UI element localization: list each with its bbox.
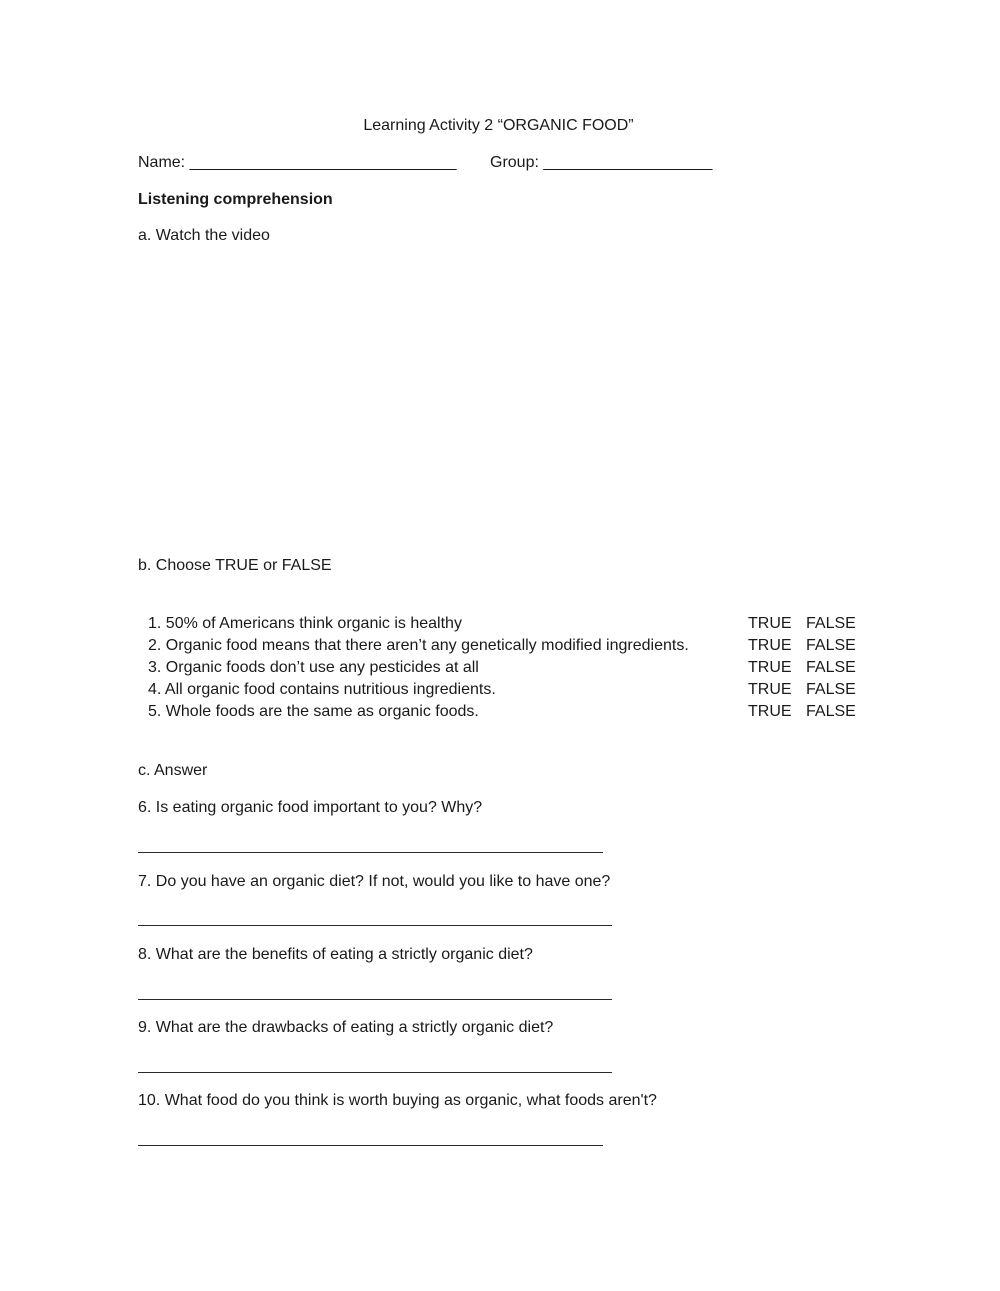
false-option[interactable]: FALSE — [806, 703, 856, 720]
false-option[interactable]: FALSE — [806, 681, 856, 698]
group-field[interactable]: Group: ___________________ — [490, 154, 713, 171]
statement-text: 4. All organic food contains nutritious ingredients. — [148, 681, 496, 698]
section-a-label: a. Watch the video — [138, 227, 270, 244]
statement-text: 5. Whole foods are the same as organic foods. — [148, 703, 479, 720]
answer-line[interactable] — [138, 999, 612, 1000]
statement-text: 3. Organic foods don’t use any pesticides at all — [148, 659, 479, 676]
true-option[interactable]: TRUE — [748, 637, 792, 654]
false-option[interactable]: FALSE — [806, 615, 856, 632]
listening-heading: Listening comprehension — [138, 191, 333, 208]
true-option[interactable]: TRUE — [748, 659, 792, 676]
answer-line[interactable] — [138, 925, 612, 926]
answer-line[interactable] — [138, 1145, 603, 1146]
question-text: 7. Do you have an organic diet? If not, would you like to have one? — [138, 873, 611, 890]
true-option[interactable]: TRUE — [748, 681, 792, 698]
false-option[interactable]: FALSE — [806, 637, 856, 654]
answer-line[interactable] — [138, 852, 603, 853]
question-text: 6. Is eating organic food important to you? Why? — [138, 799, 483, 816]
true-option[interactable]: TRUE — [748, 703, 792, 720]
true-option[interactable]: TRUE — [748, 615, 792, 632]
true-false-item — [148, 702, 858, 724]
false-option[interactable]: FALSE — [806, 659, 856, 676]
true-false-item — [148, 614, 858, 636]
name-field[interactable]: Name: ______________________________ — [138, 154, 457, 171]
section-c-label: c. Answer — [138, 762, 208, 779]
section-b-label: b. Choose TRUE or FALSE — [138, 557, 332, 574]
true-false-item — [148, 680, 858, 702]
page-title: Learning Activity 2 “ORGANIC FOOD” — [363, 117, 634, 134]
answer-line[interactable] — [138, 1072, 612, 1073]
question-text: 9. What are the drawbacks of eating a strictly organic diet? — [138, 1019, 554, 1036]
true-false-item — [148, 636, 858, 658]
question-text: 10. What food do you think is worth buying as organic, what foods aren't? — [138, 1092, 657, 1109]
question-text: 8. What are the benefits of eating a strictly organic diet? — [138, 946, 533, 963]
statement-text: 1. 50% of Americans think organic is healthy — [148, 615, 462, 632]
statement-text: 2. Organic food means that there aren’t any genetically modified ingredients. — [148, 637, 689, 654]
true-false-item — [148, 658, 858, 680]
